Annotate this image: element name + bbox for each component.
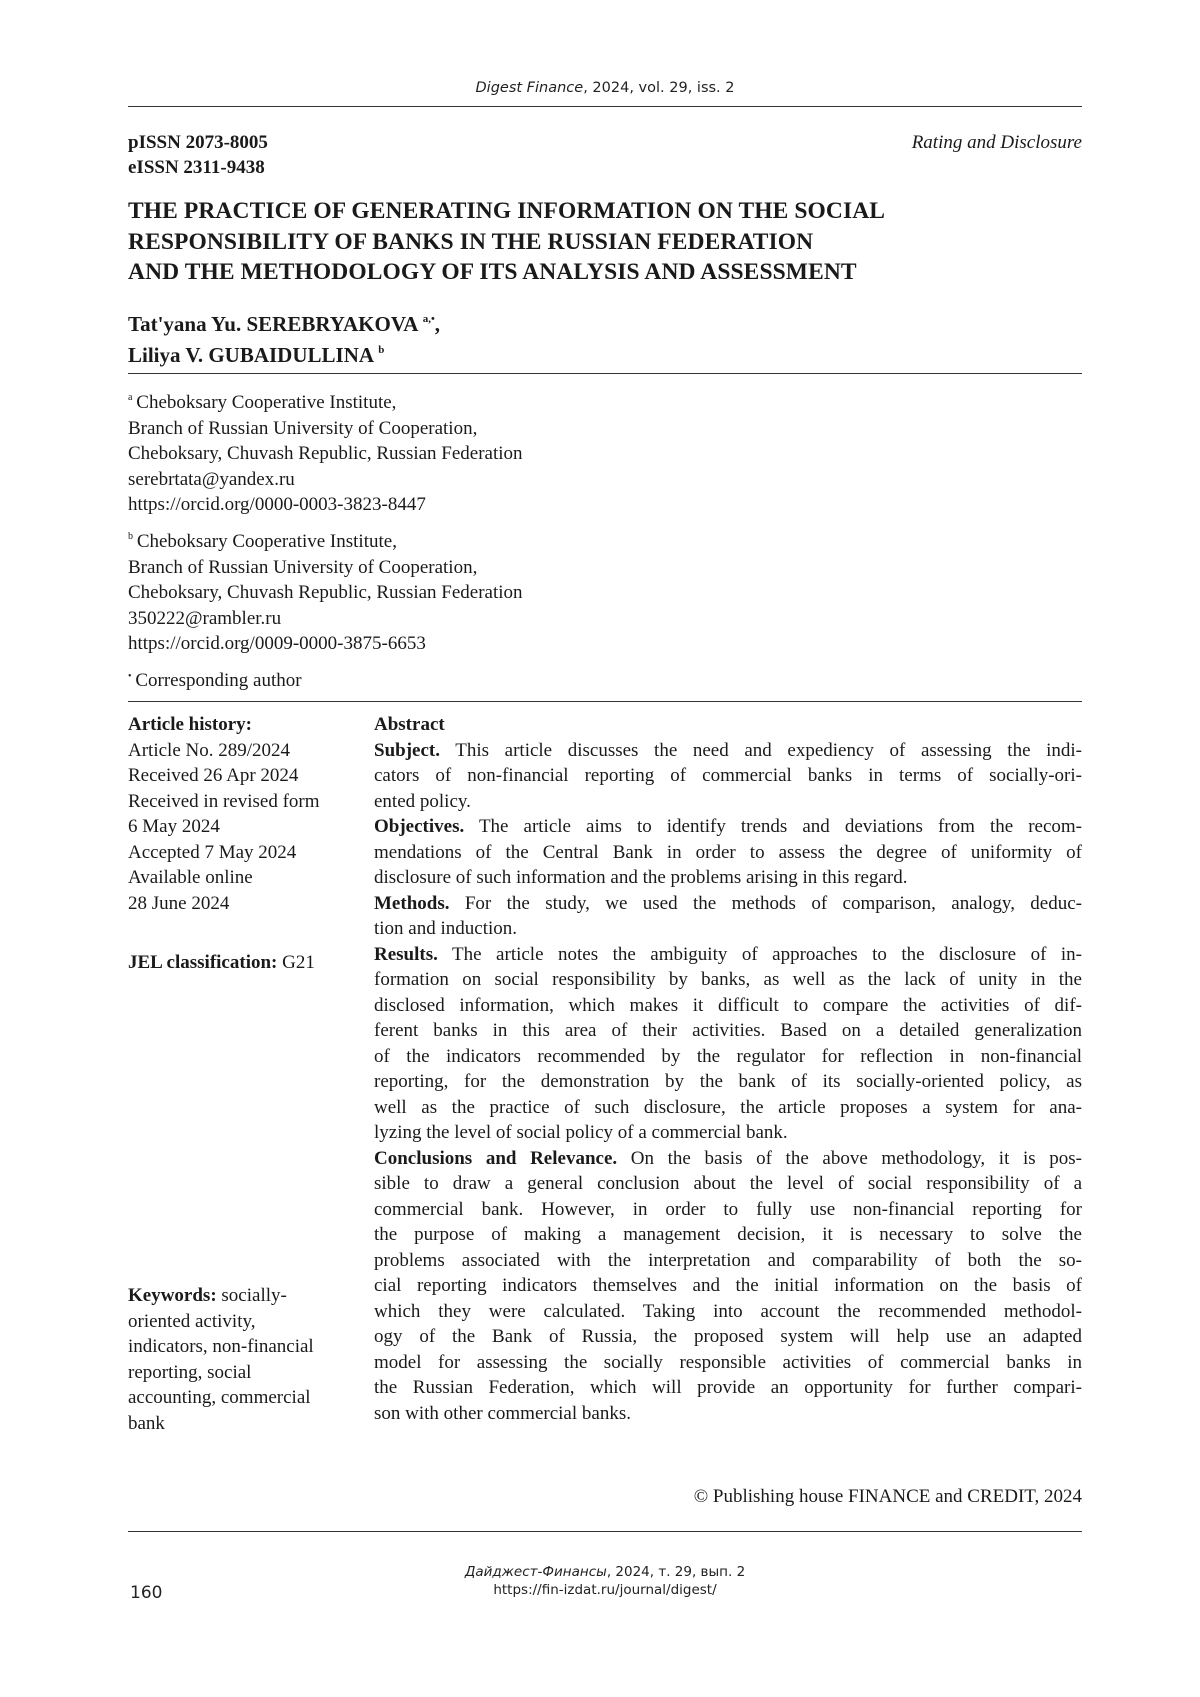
affiliation-mark: b: [128, 531, 133, 542]
abstract-line: of the indicators recommended by the regulator for reflection in non-financial: [374, 1045, 1082, 1067]
running-head: [128, 80, 1082, 96]
abstract-line: the Russian Federation, which will provide an opportunity for further compari-: [374, 1377, 1082, 1398]
rubric: Rating and Disclosure: [911, 132, 1082, 153]
author-marks: b: [378, 344, 385, 356]
title-line: AND THE METHODOLOGY OF ITS ANALYSIS AND ASSESSMENT: [128, 259, 857, 285]
footer-rule: [128, 1531, 1082, 1532]
results-label: Results.: [374, 943, 438, 965]
running-head-details: , 2024, vol. 29, iss. 2: [583, 80, 735, 96]
affiliation-orcid[interactable]: https://orcid.org/0000-0003-3823-8447: [128, 494, 426, 515]
keywords-line: accounting, commercial: [128, 1387, 311, 1408]
affiliations-rule: [128, 701, 1082, 702]
author-name: Tat'yana Yu. SEREBRYAKOVA: [128, 312, 419, 336]
history-line: 28 June 2024: [128, 892, 230, 914]
abstract-line: cators of non-financial reporting of commercial banks in terms of socially-ori-: [374, 765, 1082, 786]
keywords-line: bank: [128, 1412, 165, 1434]
author: [128, 306, 440, 337]
affiliation-email[interactable]: serebrtata@yandex.ru: [128, 468, 295, 490]
affiliation-line: $^a$ Cheboksary Cooperative Institute,: [128, 392, 397, 413]
history-line: 6 May 2024: [128, 816, 220, 837]
author: [128, 337, 440, 368]
affiliation-email[interactable]: 350222@rambler.ru: [128, 607, 282, 629]
abstract-line: model for assessing the socially responsible activities of commercial banks in: [374, 1351, 1082, 1373]
affiliation-line: Cheboksary, Chuvash Republic, Russian Federation: [128, 443, 523, 464]
abstract-line: disclosed information, which makes it difficult to compare the activities of dif-: [374, 994, 1082, 1016]
footer-details: , 2024, т. 29, вып. 2: [606, 1564, 746, 1580]
affiliation-b: [128, 524, 523, 657]
abstract-line: reporting, for the demonstration by the bank of its socially-oriented policy, as: [374, 1071, 1082, 1092]
copyright: © Publishing house FINANCE and CREDIT, 2024: [693, 1486, 1082, 1507]
keywords: [128, 1283, 358, 1436]
jel-value: G21: [282, 952, 315, 973]
article-history: [128, 712, 358, 916]
history-line: Available online: [128, 867, 253, 888]
abstract-line: ogy of the Bank of Russia, the proposed system will help use an adapted: [374, 1326, 1082, 1347]
methods-label: Methods.: [374, 892, 450, 914]
author-marks: a,•: [422, 313, 435, 325]
affiliation-line: $^b$ Cheboksary Cooperative Institute,: [128, 531, 397, 552]
history-line: Received in revised form: [128, 790, 320, 812]
authors: [128, 306, 440, 368]
footer-url[interactable]: https://fin-izdat.ru/journal/digest/: [493, 1582, 717, 1598]
abstract-line: formation on social responsibility by banks, as well as the lack of unity in the: [374, 969, 1082, 990]
affiliation-line: Cheboksary, Chuvash Republic, Russian Federation: [128, 582, 523, 603]
title-line: THE PRACTICE OF GENERATING INFORMATION ON THE SOCIAL: [128, 198, 886, 224]
corresponding-author-note: [128, 664, 302, 694]
subject-label: Subject.: [374, 739, 440, 761]
jel-classification: [128, 950, 315, 976]
abstract-line: Methods. For the study, we used the methods of comparison, analogy, deduc-: [374, 892, 1083, 914]
article-page: [128, 0, 1082, 1697]
abstract-line: sible to draw a general conclusion about the level of social responsibility of a: [374, 1173, 1082, 1194]
abstract-line: which they were calculated. Taking into account the recommended methodol-: [374, 1300, 1082, 1322]
print-issn: pISSN 2073-8005: [128, 132, 268, 153]
authors-rule: [128, 373, 1082, 374]
abstract: [374, 712, 1082, 1426]
header-rule: [128, 106, 1082, 107]
abstract-heading: Abstract: [374, 714, 445, 735]
abstract-line: mendations of the Central Bank in order to assess the degree of uniformity of: [374, 841, 1082, 863]
keywords-label: Keywords:: [128, 1285, 217, 1306]
abstract-line: lyzing the level of social policy of a commercial bank.: [374, 1122, 788, 1143]
author-name: Liliya V. GUBAIDULLINA: [128, 343, 375, 367]
abstract-line: son with other commercial banks.: [374, 1402, 631, 1424]
article-title: [128, 196, 1082, 288]
affiliation-mark: a: [128, 392, 133, 403]
objectives-label: Objectives.: [374, 816, 465, 837]
corresponding-mark: •: [128, 671, 132, 682]
abstract-line: ented policy.: [374, 790, 471, 812]
electronic-issn: eISSN 2311-9438: [128, 157, 265, 178]
page-footer: [128, 1563, 1082, 1599]
abstract-line: cial reporting indicators themselves and the initial information on the basis of: [374, 1275, 1082, 1296]
keywords-line: indicators, non-financial: [128, 1336, 314, 1357]
page-number: 160: [130, 1583, 163, 1603]
jel-label: JEL classification:: [128, 952, 278, 973]
abstract-line: Conclusions and Relevance. On the basis of the above methodology, it is pos-: [374, 1147, 1083, 1169]
affiliation-line: Branch of Russian University of Cooperation,: [128, 556, 478, 578]
history-line: Received 26 Apr 2024: [128, 765, 299, 786]
affiliation-a: [128, 385, 523, 518]
abstract-line: the purpose of making a management decision, it is necessary to solve the: [374, 1224, 1082, 1245]
history-line: Article No. 289/2024: [128, 739, 291, 761]
abstract-line: Objectives. The article aims to identify trends and deviations from the recom-: [374, 816, 1082, 837]
issn-block: [128, 130, 268, 180]
corresponding-text: Corresponding author: [135, 670, 302, 691]
abstract-line: commercial bank. However, in order to fully use non-financial reporting for: [374, 1198, 1082, 1220]
keywords-line: reporting, social: [128, 1361, 252, 1383]
footer-journal: Дайджест-Финансы: [464, 1564, 607, 1580]
keywords-line: oriented activity,: [128, 1310, 256, 1332]
abstract-line: tion and induction.: [374, 918, 518, 939]
keywords-line: socially-: [221, 1285, 287, 1306]
abstract-line: Subject. This article discusses the need and expediency of assessing the indi-: [374, 739, 1082, 761]
abstract-line: problems associated with the interpretation and comparability of both the so-: [374, 1249, 1082, 1271]
conclusions-label: Conclusions and Relevance.: [374, 1147, 618, 1169]
author-separator: ,: [434, 312, 441, 336]
abstract-line: disclosure of such information and the problems arising in this regard.: [374, 867, 908, 888]
affiliation-line: Branch of Russian University of Cooperation,: [128, 417, 478, 439]
abstract-line: Results. The article notes the ambiguity of approaches to the disclosure of in-: [374, 943, 1082, 965]
abstract-line: well as the practice of such disclosure, the article proposes a system for ana-: [374, 1096, 1082, 1118]
title-line: RESPONSIBILITY OF BANKS IN THE RUSSIAN FEDERATION: [128, 228, 814, 255]
abstract-line: ferent banks in this area of their activities. Based on a detailed generalization: [374, 1020, 1082, 1041]
running-head-journal: Digest Finance: [475, 80, 584, 96]
affiliation-orcid[interactable]: https://orcid.org/0009-0000-3875-6653: [128, 633, 426, 654]
history-label: Article history:: [128, 714, 252, 735]
history-line: Accepted 7 May 2024: [128, 841, 297, 863]
